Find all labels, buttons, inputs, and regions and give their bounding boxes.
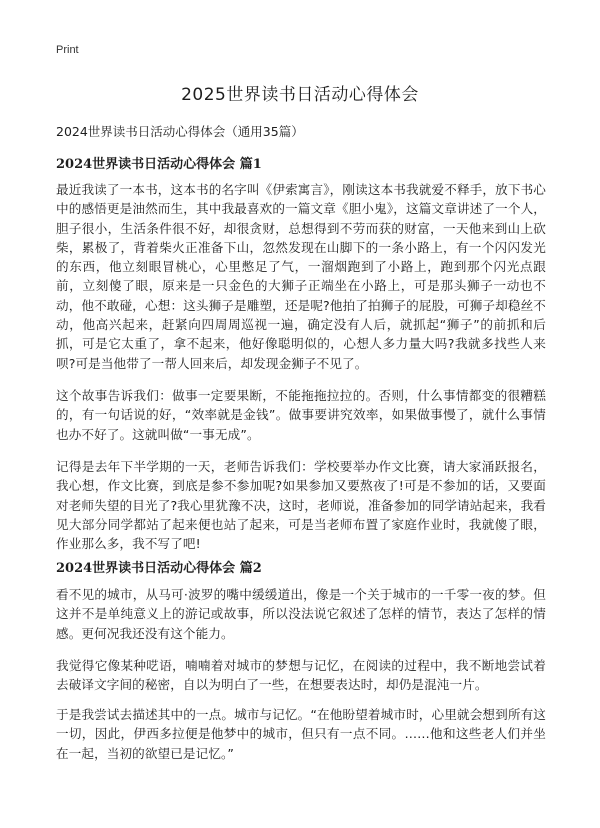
- section-heading-2: 2024世界读书日活动心得体会 篇2: [56, 561, 262, 576]
- paragraph: 记得是去年下半学期的一天，老师告诉我们：学校要举办作文比赛，请大家涌跃报名，我心想，作文比赛，到底是参不参加呢?如果参加又要熬夜了!可是不参加的话，又要面对老师失望的目光了?我心里犹豫不决，这时，老师说，准备参加的同学请站起来，我看见大部分同学都站了起来便也站了起来，可是当老师布置了家庭作业时，我就傻了眼，作业那么多，我不写了吧!: [56, 459, 546, 552]
- section-heading-1: 2024世界读书日活动心得体会 篇1: [56, 157, 262, 172]
- paragraph: 于是我尝试去描述其中的一点。城市与记忆。“在他盼望着城市时，心里就会想到所有这一切，因此，伊西多拉便是他梦中的城市，但只有一点不同。……他和这些老人们并坐在一起，当初的欲望已是记忆。”: [56, 707, 546, 761]
- paragraph: 看不见的城市，从马可·波罗的嘴中缓缓道出，像是一个关于城市的一千零一夜的梦。但这并不是单纯意义上的游记或故事，所以没法说它叙述了怎样的情节，表达了怎样的情感。更何况我还没有这个能力。: [56, 587, 546, 641]
- print-link[interactable]: Print: [56, 44, 79, 56]
- paragraph: 我觉得它像某种呓语，喃喃着对城市的梦想与记忆，在阅读的过程中，我不断地尝试着去破译文字间的秘密，自以为明白了一些，在想要表达时，却仍是混沌一片。: [56, 658, 546, 693]
- document-subtitle: 2024世界读书日活动心得体会（通用35篇）: [56, 124, 304, 139]
- paragraph: 这个故事告诉我们：做事一定要果断，不能拖拖拉拉的。否则，什么事情都变的很糟糕的，有一句话说的好，“效率就是金钱”。做事要讲究效率，如果做事慢了，就什么事情也办不好了。这就叫做“一事无成”。: [56, 388, 546, 442]
- page-title: 2025世界读书日活动心得体会: [181, 85, 419, 105]
- paragraph: 最近我读了一本书，这本书的名字叫《伊索寓言》，刚读这本书我就爱不释手，放下书心中的感悟更是油然而生，其中我最喜欢的一篇文章《胆小鬼》，这篇文章讲述了一个人，胆子很小，生活条件很不好，却很贪财，总想得到不劳而获的财富，一天他来到山上砍柴，累极了，背着柴火正准备下山，忽然发现在山脚下的一条小路上，有一个闪闪发光的东西，他立刻眼冒桃心，心里憋足了气，一溜烟跑到了小路上，跑到那个闪光点跟前，立刻傻了眼，原来是一只金色的大狮子正端坐在小路上，可是那头狮子一动也不动，他不敢碰，心想：这头狮子是雕塑，还是呢?他拍了拍狮子的屁股，可狮子却稳丝不动，他高兴起来，赶紧向四周周巡视一遍，确定没有人后，就抓起“狮子”的前抓和后抓，可是它太重了，拿不起来，他好像聪明似的，心想人多力量大吗?我就多找些人来呗?可是当他带了一帮人回来后，却发现金狮子不见了。: [56, 182, 546, 371]
